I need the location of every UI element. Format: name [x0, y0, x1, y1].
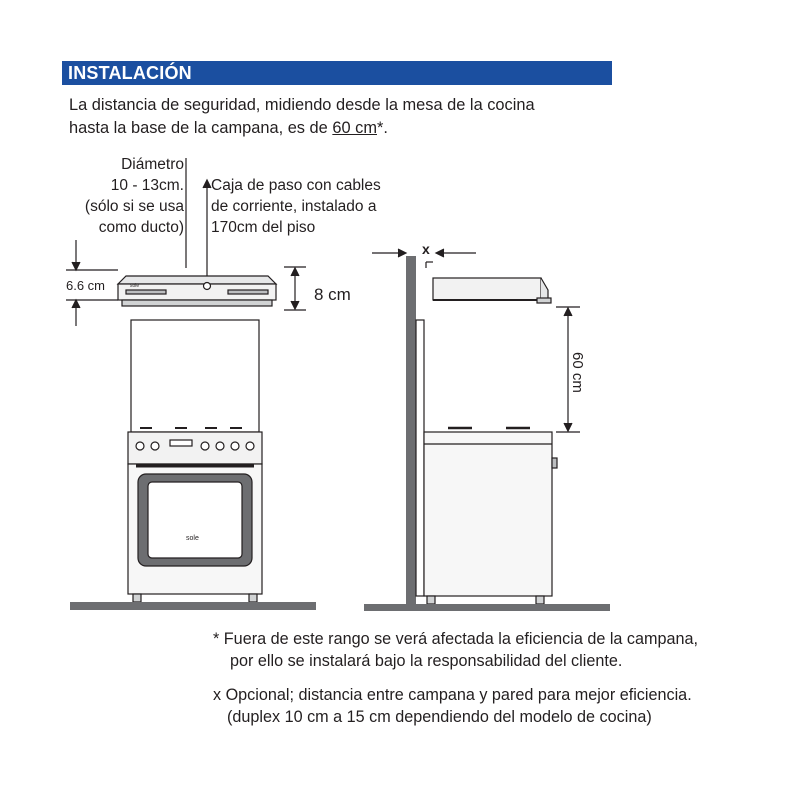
- asterisk-note: * Fuera de este rango se verá afectada la eficiencia de la campana, por ello se instalará bajo la responsabilidad del cliente.: [213, 630, 699, 670]
- diameter-label: Diámetro 10 - 13cm. (sólo si se usa como ducto): [84, 156, 184, 236]
- stove-body-side: [424, 432, 552, 596]
- junction-box-arrowhead: [203, 180, 211, 188]
- oven-inner-window: [148, 482, 242, 558]
- stove-control-panel: [128, 432, 262, 464]
- hood-front-bottom: [122, 300, 272, 306]
- left-dimension-label: 6.6 cm: [66, 278, 106, 293]
- hood-side-body: [433, 278, 541, 300]
- junction-box-icon: [204, 283, 211, 290]
- distance-60cm-label: 60 cm: [569, 352, 586, 393]
- backsplash-front: [131, 320, 259, 432]
- hood-brand: sole: [130, 283, 140, 289]
- safety-distance-value: 60 cm: [332, 119, 377, 137]
- wall-side: [406, 256, 416, 610]
- junction-box-label: Caja de paso con cables de corriente, instalado a 170cm del piso: [211, 177, 381, 236]
- intro-line-1: La distancia de seguridad, midiendo desde la mesa de la cocina: [69, 96, 535, 114]
- oven-brand: sole: [186, 535, 199, 542]
- hood-filter-left: [126, 290, 166, 294]
- floor-front: [70, 602, 316, 610]
- x-note: x Opcional; distancia entre campana y pared para mejor eficiencia. (duplex 10 cm a 15 cm dependiendo del modelo de cocina): [213, 686, 692, 726]
- gap-x-label: x: [422, 241, 430, 257]
- section-title: INSTALACIÓN: [68, 63, 192, 83]
- intro-line-2: hasta la base de la campana, es de 60 cm*.: [69, 119, 388, 137]
- hood-front-top: [118, 276, 276, 284]
- floor-side: [364, 604, 610, 611]
- height-dimension-label: 8 cm: [314, 285, 351, 304]
- hood-filter-right: [228, 290, 268, 294]
